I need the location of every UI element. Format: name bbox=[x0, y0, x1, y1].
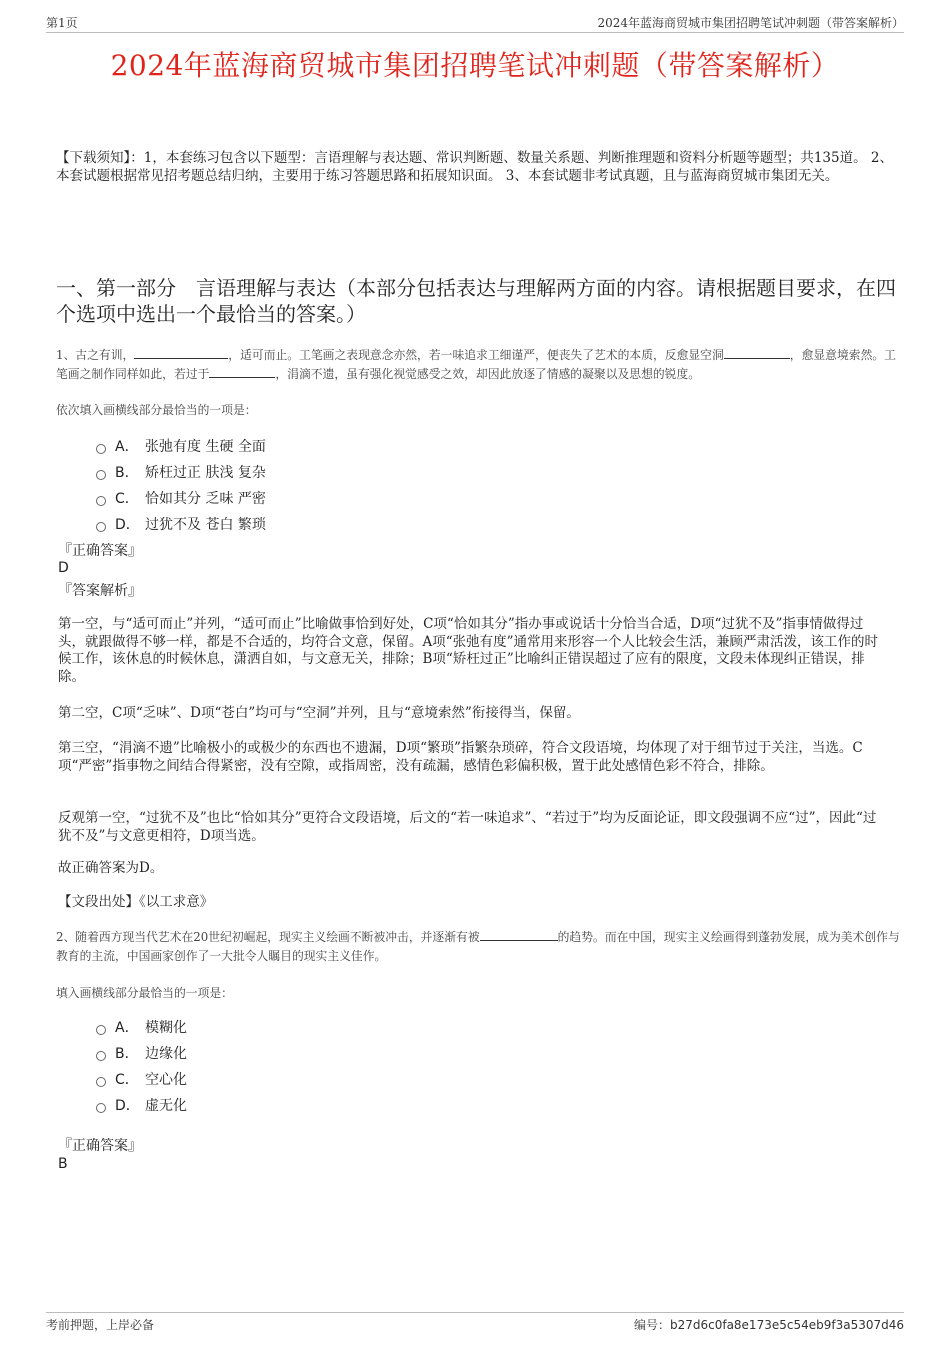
analysis-paragraph: 第二空，C项“乏味”、D项“苍白”均可与“空洞”并列，且与“意境索然”衔接得当，保留。 bbox=[58, 705, 580, 721]
radio-icon[interactable] bbox=[96, 496, 106, 506]
option-d[interactable]: D． 过犹不及 苍白 繁琐 bbox=[96, 511, 266, 537]
option-a[interactable]: A． 张弛有度 生硬 全面 bbox=[96, 433, 266, 459]
question-1-text: 1、古之有训， ，适可而止。工笔画之表现意念亦然，若一味追求工细谨严，便丧失了艺术的本质，反愈显空洞 ，愈显意境索然。工笔画之制作同样如此，若过于 ，涓滴不遗，虽有强化视觉感受之效，却因此放逐了情感的凝聚以及思想的锐度。 bbox=[56, 348, 896, 381]
option-b[interactable]: B． 边缘化 bbox=[96, 1040, 187, 1066]
blank-3 bbox=[209, 365, 275, 378]
option-d[interactable]: D． 虚无化 bbox=[96, 1092, 187, 1118]
correct-answer: B bbox=[58, 1156, 68, 1172]
blank-1 bbox=[134, 346, 228, 359]
radio-icon[interactable] bbox=[96, 522, 106, 532]
question-1-options bbox=[96, 433, 266, 537]
footer-slogan: 考前押题，上岸必备 bbox=[46, 1318, 155, 1332]
analysis-paragraph: 第一空，与“适可而止”并列，“适可而止”比喻做事恰到好处，C项“恰如其分”指办事或说话十分恰当合适，D项“过犹不及”指事情做得过头，就跟做得不够一样，都是不合适的，均符合文意，保留。A项“张弛有度”通常用来形容一个人比较会生活，兼顾严肃活泼，该工作的时候工作，该休息的时候休息，潇洒自如，与文意无关，排除；B项“矫枉过正”比喻纠正错误超过了应有的限度，文段未体现纠正错误，排除。 bbox=[58, 616, 879, 685]
option-c[interactable]: C． 恰如其分 乏味 严密 bbox=[96, 485, 266, 511]
page-header bbox=[46, 12, 904, 33]
page-number: 第1页 bbox=[46, 16, 78, 30]
radio-icon[interactable] bbox=[96, 1077, 106, 1087]
question-2-instruction: 填入画横线部分最恰当的一项是： bbox=[56, 986, 233, 1000]
document-title: 2024年蓝海商贸城市集团招聘笔试冲刺题（带答案解析） bbox=[110, 49, 840, 82]
analysis-label: 『答案解析』 bbox=[58, 583, 142, 599]
analysis-conclusion: 故正确答案为D。 bbox=[58, 860, 164, 876]
section-heading: 一、第一部分 言语理解与表达（本部分包括表达与理解两方面的内容。请根据题目要求，在四个选项中选出一个最恰当的答案。） bbox=[56, 276, 896, 326]
analysis-paragraph: 第三空，“涓滴不遗”比喻极小的或极少的东西也不遗漏，D项“繁琐”指繁杂琐碎，符合文段语境，均体现了对于细节过于关注，当选。C项“严密”指事物之间结合得紧密，没有空隙，或指周密，没有疏漏，感情色彩偏积极，置于此处感情色彩不符合，排除。 bbox=[58, 740, 863, 774]
question-2-options bbox=[96, 1014, 187, 1118]
header-doc-title: 2024年蓝海商贸城市集团招聘笔试冲刺题（带答案解析） bbox=[597, 16, 904, 30]
blank-2 bbox=[724, 346, 790, 359]
answer-label: 『正确答案』 bbox=[58, 1138, 142, 1154]
source-citation: 【文段出处】《以工求意》 bbox=[58, 894, 214, 910]
option-c[interactable]: C． 空心化 bbox=[96, 1066, 187, 1092]
radio-icon[interactable] bbox=[96, 1025, 106, 1035]
correct-answer: D bbox=[58, 560, 69, 576]
blank-1 bbox=[480, 928, 558, 941]
question-1-instruction: 依次填入画横线部分最恰当的一项是： bbox=[56, 403, 257, 417]
option-a[interactable]: A． 模糊化 bbox=[96, 1014, 187, 1040]
radio-icon[interactable] bbox=[96, 1051, 106, 1061]
radio-icon[interactable] bbox=[96, 444, 106, 454]
option-b[interactable]: B． 矫枉过正 肤浅 复杂 bbox=[96, 459, 266, 485]
radio-icon[interactable] bbox=[96, 470, 106, 480]
footer-code: 编号：b27d6c0fa8e173e5c54eb9f3a5307d46 bbox=[633, 1318, 904, 1332]
page-footer bbox=[46, 1312, 904, 1335]
question-2-text: 2、随着西方现当代艺术在20世纪初崛起，现实主义绘画不断被冲击，并逐渐有被 的趋势。而在中国，现实主义绘画得到蓬勃发展，成为美术创作与教育的主流，中国画家创作了一大批令人瞩目的现实主义佳作。 bbox=[56, 930, 900, 963]
answer-label: 『正确答案』 bbox=[58, 543, 142, 559]
download-notice: 【下载须知】：1，本套练习包含以下题型：言语理解与表达题、常识判断题、数量关系题、判断推理题和资料分析题等题型；共135道。 2、本套试题根据常见招考题总结归纳，主要用于练习答题思路和拓展知识面。 3、本套试题非考试真题，且与蓝海商贸城市集团无关。 bbox=[56, 150, 893, 184]
radio-icon[interactable] bbox=[96, 1103, 106, 1113]
analysis-paragraph: 反观第一空，“过犹不及”也比“恰如其分”更符合文段语境，后文的“若一味追求”、“若过于”均为反面论证，即文段强调不应“过”，因此“过犹不及”与文意更相符，D项当选。 bbox=[58, 810, 877, 844]
